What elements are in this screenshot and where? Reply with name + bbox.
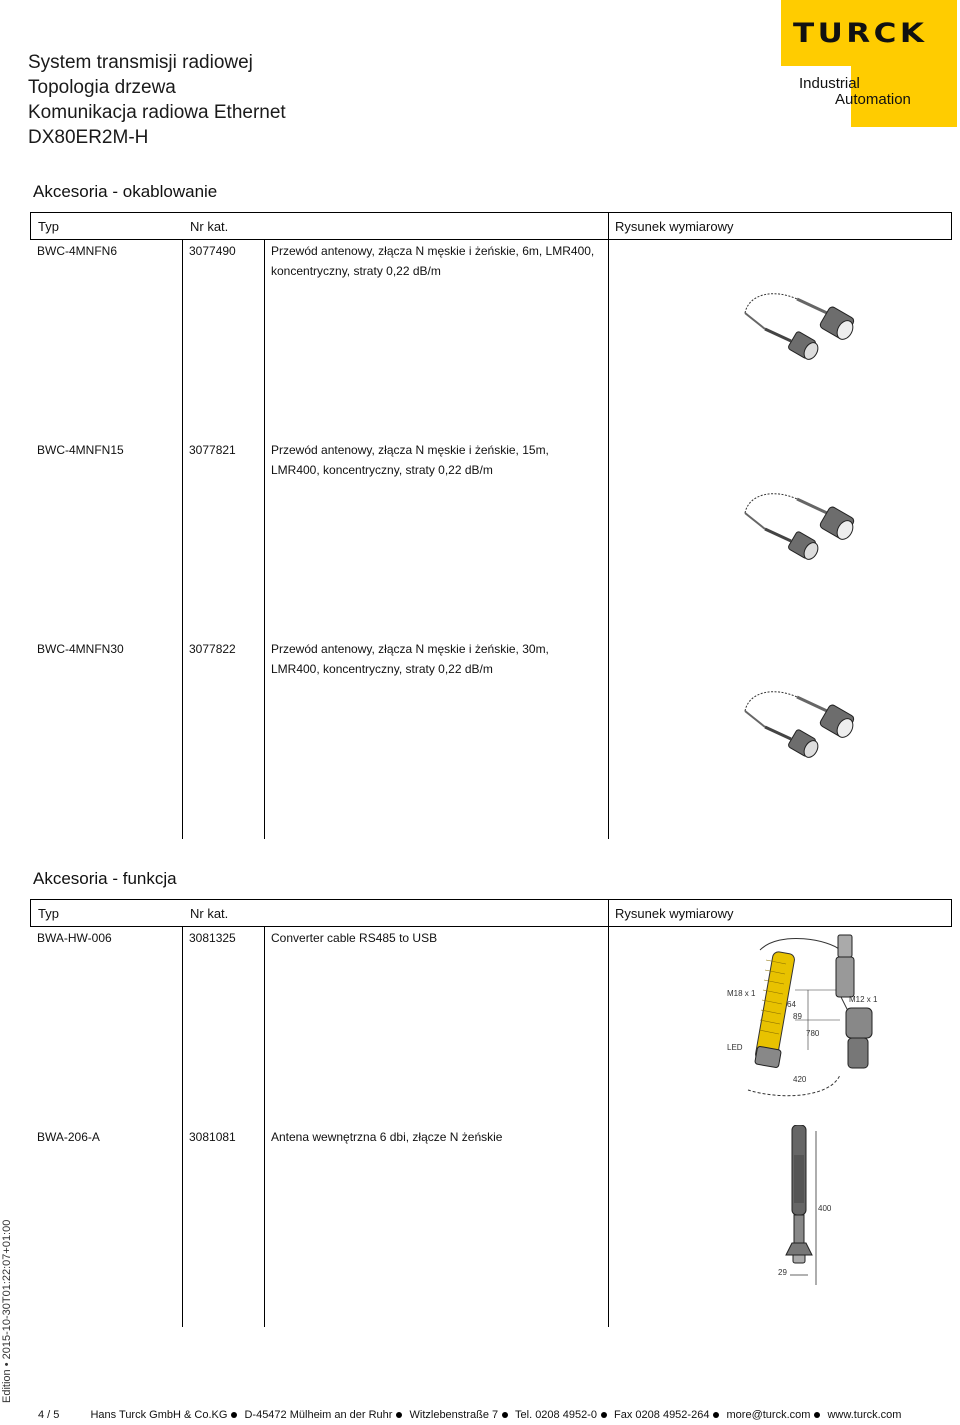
row-desc: [271, 241, 594, 281]
row-desc: Antena wewnętrzna 6 dbi, złącze N żeńskie: [271, 1130, 503, 1144]
document-header: [28, 50, 286, 150]
label-780: 780: [806, 1029, 820, 1038]
label-400: 400: [818, 1204, 832, 1213]
label-420: 420: [793, 1075, 807, 1084]
section-title-cabling: Akcesoria - okablowanie: [33, 182, 218, 201]
header-line-3: Komunikacja radiowa Ethernet: [28, 102, 286, 123]
header-line-2: Topologia drzewa: [28, 77, 176, 98]
col-drawing: Rysunek wymiarowy: [615, 906, 734, 921]
row-nr: 3081081: [189, 1130, 236, 1144]
footer-address: D-45472 Mülheim an der Ruhr: [244, 1409, 393, 1421]
edition-side-text: Edition • 2015-10-30T01:22:07+01:00: [1, 1219, 13, 1403]
footer-phone: Tel. 0208 4952-0: [515, 1409, 597, 1421]
row-nr: 3077821: [189, 443, 236, 457]
header-line-4: DX80ER2M-H: [28, 127, 149, 148]
col-nr: Nr kat.: [190, 906, 229, 921]
col-nr: Nr kat.: [190, 219, 229, 234]
logo-subtitle: [799, 76, 911, 108]
row-nr: 3077822: [189, 642, 236, 656]
row-desc-line1: Przewód antenowy, złącza N męskie i żeńskie, 15m,: [271, 443, 549, 457]
cable-drawing-15m: [735, 485, 865, 575]
footer-street: Witzlebenstraße 7: [409, 1409, 499, 1421]
row-typ: BWC-4MNFN30: [37, 642, 124, 656]
divider: [264, 927, 265, 1327]
col-drawing: Rysunek wymiarowy: [615, 219, 734, 234]
antenna-drawing: [770, 1125, 840, 1295]
row-desc: [271, 440, 549, 480]
col-typ: Typ: [38, 219, 59, 234]
row-nr: 3081325: [189, 931, 236, 945]
row-desc-line2: koncentryczny, straty 0,22 dB/m: [271, 264, 441, 278]
label-led: LED: [727, 1043, 743, 1052]
row-typ: BWC-4MNFN6: [37, 244, 117, 258]
row-desc-line1: Przewód antenowy, złącza N męskie i żeńskie, 6m, LMR400,: [271, 244, 595, 258]
table-header: [30, 899, 952, 927]
col-typ: Typ: [38, 906, 59, 921]
label-m18: M18 x 1: [727, 989, 756, 998]
row-nr: 3077490: [189, 244, 236, 258]
divider: [264, 240, 265, 839]
divider: [608, 899, 609, 1327]
logo-sub-industrial: Industrial: [799, 75, 860, 92]
header-line-1: System transmisji radiowej: [28, 52, 253, 73]
row-typ: BWA-206-A: [37, 1130, 100, 1144]
divider: [182, 927, 183, 1327]
label-89: 89: [793, 1012, 802, 1021]
table-header: [30, 212, 952, 240]
cable-drawing-6m: [735, 285, 865, 375]
bullet-icon: [502, 1412, 508, 1418]
cable-drawing-30m: [735, 683, 865, 773]
row-desc-line2: LMR400, koncentryczny, straty 0,22 dB/m: [271, 662, 493, 676]
turck-logo: [781, 0, 957, 66]
bullet-icon: [601, 1412, 607, 1418]
row-desc-line1: Przewód antenowy, złącza N męskie i żeńskie, 30m,: [271, 642, 549, 656]
section-title-function: Akcesoria - funkcja: [33, 869, 177, 888]
divider: [608, 212, 609, 839]
bullet-icon: [713, 1412, 719, 1418]
label-64: 64: [787, 1000, 796, 1009]
footer-email-link[interactable]: more@turck.com: [726, 1409, 811, 1421]
footer-fax: Fax 0208 4952-264: [614, 1409, 710, 1421]
label-m12: M12 x 1: [849, 995, 878, 1004]
footer-company: Hans Turck GmbH & Co.KG: [90, 1409, 228, 1421]
page-number: 4 / 5: [38, 1409, 60, 1421]
page-footer: [38, 1409, 901, 1421]
converter-cable-drawing: [720, 930, 890, 1100]
bullet-icon: [396, 1412, 402, 1418]
row-typ: BWC-4MNFN15: [37, 443, 124, 457]
logo-word: TURCK: [793, 18, 928, 49]
row-typ: BWA-HW-006: [37, 931, 112, 945]
row-desc: Converter cable RS485 to USB: [271, 931, 438, 945]
divider: [182, 240, 183, 839]
footer-website-link[interactable]: www.turck.com: [827, 1409, 902, 1421]
bullet-icon: [231, 1412, 237, 1418]
logo-sub-automation: Automation: [835, 91, 911, 108]
row-desc-line2: LMR400, koncentryczny, straty 0,22 dB/m: [271, 463, 493, 477]
row-desc: [271, 639, 549, 679]
bullet-icon: [814, 1412, 820, 1418]
label-29: 29: [778, 1268, 787, 1277]
